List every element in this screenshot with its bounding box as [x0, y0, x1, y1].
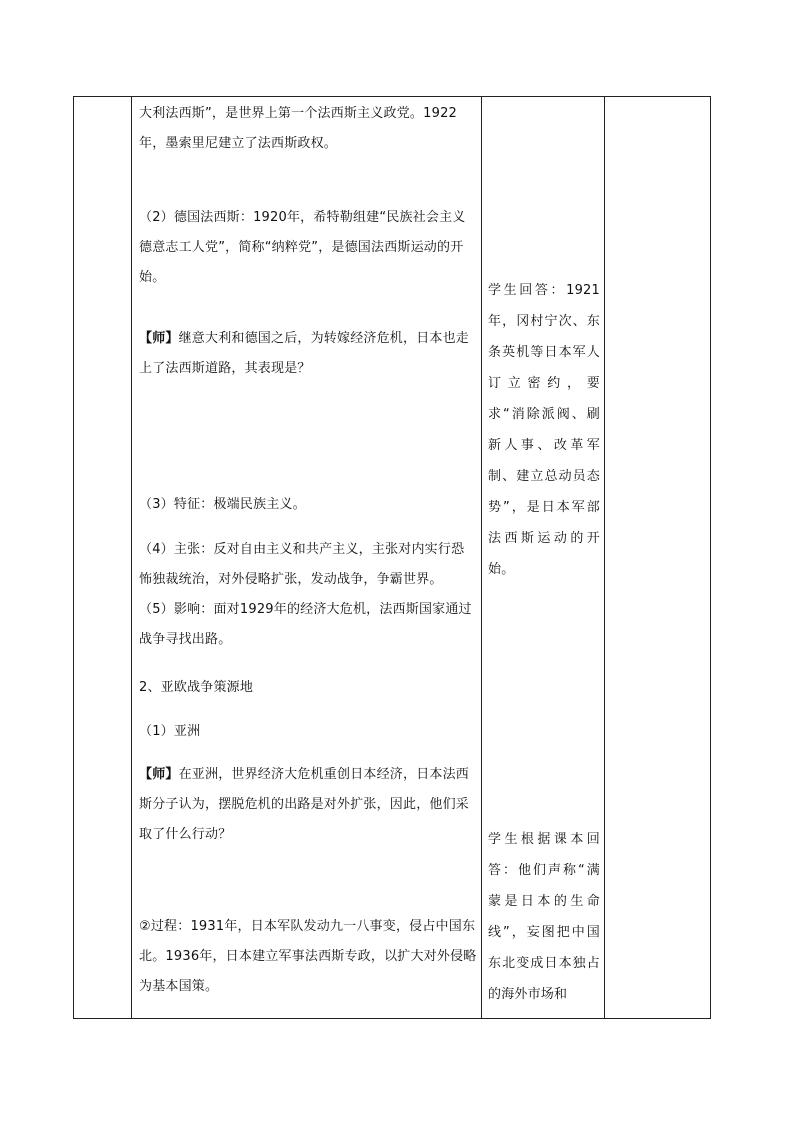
paragraph-italy-fascism: 大利法西斯”，是世界上第一个法西斯主义政党。1922年，墨索里尼建立了法西斯政权。: [139, 106, 458, 151]
paragraph-teacher-question-japan: [139, 324, 477, 384]
paragraph-impact: （5）影响：面对1929年的经济大危机，法西斯国家通过战争寻找出路。: [139, 602, 472, 647]
design-intent-cell: [605, 97, 711, 1019]
paragraph-teacher-question-asia: [139, 760, 477, 850]
teacher-tag: 【师】: [139, 331, 179, 346]
teacher-question-text: 继意大利和德国之后，为转嫁经济危机，日本也走上了法西斯道路，其表现是？: [139, 331, 470, 376]
paragraph-claims: （4）主张：反对自由主义和共产主义，主张对内实行恐怖独裁统治，对外侵略扩张，发动战争，争霸世界。: [139, 542, 465, 587]
paragraph-process: ②过程：1931年，日本军队发动九一八事变，侵占中国东北。1936年，日本建立军事法西斯专政，以扩大对外侵略为基本国策。: [139, 919, 477, 994]
table-row: [74, 97, 711, 1019]
paragraph-german-fascism: （2）德国法西斯：1920年，希特勒组建“民族社会主义德意志工人党”，简称“纳粹党”，是德国法西斯运动的开始。: [139, 210, 466, 285]
student-activity-cell: [482, 97, 605, 1019]
subheading-asia: （1）亚洲: [139, 724, 201, 739]
section-heading-war-sources: 2、亚欧战争策源地: [139, 680, 254, 695]
teacher-tag: 【师】: [139, 767, 179, 782]
stage-column-cell: [74, 97, 132, 1019]
teacher-activity-cell: [132, 97, 482, 1019]
teacher-question-text: 在亚洲，世界经济大危机重创日本经济，日本法西斯分子认为，摆脱危机的出路是对外扩张，因此，他们采取了什么行动？: [139, 767, 470, 842]
student-answer-manchuria: 学生根据课本回答：他们声称“满蒙是日本的生命线”，妄图把中国东北变成日本独占的海外市场和: [488, 832, 600, 1002]
lesson-plan-table: [73, 96, 711, 1019]
paragraph-features: （3）特征：极端民族主义。: [139, 497, 306, 512]
student-answer-1921: 学生回答：1921年，冈村宁次、东条英机等日本军人订立密约，要求“消除派阀、刷新人事、改革军制、建立总动员态势”，是日本军部法西斯运动的开始。: [488, 283, 600, 577]
